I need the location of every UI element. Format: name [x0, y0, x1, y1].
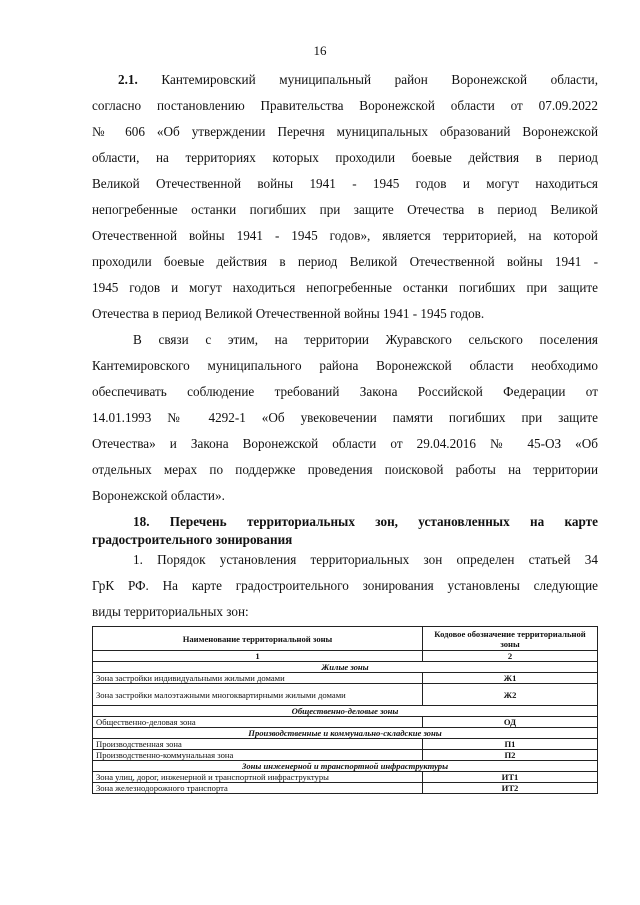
zone-name-cell: Зона улиц, дорог, инженерной и транспортной инфраструктуры	[93, 772, 423, 783]
paragraph-line: Великой Отечественной войны 1941 - 1945 годов и могут находиться	[92, 176, 598, 191]
zone-name-cell: Зона застройки индивидуальными жилыми домами	[93, 673, 423, 684]
zone-code-cell: Ж2	[423, 684, 598, 706]
column-number-cell: 1	[93, 651, 423, 662]
zone-name-cell: Зона железнодорожного транспорта	[93, 783, 423, 794]
zone-name-cell: Зона застройки малоэтажными многоквартирными жилыми домами	[93, 684, 423, 706]
zone-code-cell: ИТ1	[423, 772, 598, 783]
column-number-cell: 2	[423, 651, 598, 662]
zone-code-cell: ИТ2	[423, 783, 598, 794]
table-header-row	[93, 627, 598, 651]
header-code-cell: Кодовое обозначение территориальной зоны	[423, 627, 598, 651]
paragraph-line: 1945 годов и могут находиться непогребенные останки погибших при защите	[92, 280, 598, 295]
zone-code-cell: ОД	[423, 717, 598, 728]
table-group-row	[93, 761, 598, 772]
paragraph-line: согласно постановлению Правительства Воронежской области от 07.09.2022	[92, 98, 598, 113]
table-row	[93, 684, 598, 706]
paragraph-line: отдельных мерах по поддержке проведения поисковой работы на территории	[92, 462, 598, 477]
table-group-row	[93, 706, 598, 717]
heading-line: 18. Перечень территориальных зон, установленных на карте	[133, 514, 598, 529]
paragraph-line: № 606 «Об утверждении Перечня муниципальных образований Воронежской	[92, 124, 598, 139]
table-row	[93, 673, 598, 684]
paragraph-line: Воронежской области».	[92, 488, 225, 503]
paragraph-line: Отечества» и Закона Воронежской области от 29.04.2016 № 45-ОЗ «Об	[92, 436, 598, 451]
table-row	[93, 717, 598, 728]
paragraph-line: Отечества в период Великой Отечественной войны 1941 - 1945 годов.	[92, 306, 485, 321]
paragraph-line: ГрК РФ. На карте градостроительного зонирования установлены следующие	[92, 578, 598, 593]
table-column-number-row	[93, 651, 598, 662]
paragraph-line: 2.1. Кантемировский муниципальный район Воронежской области,	[118, 72, 598, 87]
table-row	[93, 783, 598, 794]
zone-name-cell: Производственно-коммунальная зона	[93, 750, 423, 761]
heading-line: градостроительного зонирования	[92, 532, 293, 547]
zone-code-cell: П1	[423, 739, 598, 750]
paragraph-line: области, на территориях которых проходили боевые действия в период	[92, 150, 598, 165]
group-title-cell: Производственные и коммунально-складские зоны	[93, 728, 598, 739]
header-name-cell: Наименование территориальной зоны	[93, 627, 423, 651]
paragraph-line: проходили боевые действия в период Великой Отечественной войны 1941 -	[92, 254, 598, 269]
paragraph-line: 1. Порядок установления территориальных зон определен статьей 34	[133, 552, 598, 567]
group-title-cell: Жилые зоны	[93, 662, 598, 673]
table-row	[93, 750, 598, 761]
zone-name-cell: Производственная зона	[93, 739, 423, 750]
group-title-cell: Общественно-деловые зоны	[93, 706, 598, 717]
zone-code-cell: П2	[423, 750, 598, 761]
paragraph-line: обеспечивать соблюдение требований Закона Российской Федерации от	[92, 384, 598, 399]
paragraph-line: В связи с этим, на территории Журавского сельского поселения	[133, 332, 598, 347]
table-group-row	[93, 662, 598, 673]
paragraph-line: Отечественной войны 1941 - 1945 годов», является территорией, на которой	[92, 228, 598, 243]
paragraph-line: непогребенные останки погибших при защите Отечества в период Великой	[92, 202, 598, 217]
zone-name-cell: Общественно-деловая зона	[93, 717, 423, 728]
paragraph-line: виды территориальных зон:	[92, 604, 249, 619]
table-row	[93, 739, 598, 750]
paragraph-line: 14.01.1993 № 4292-1 «Об увековечении памяти погибших при защите	[92, 410, 598, 425]
zones-table	[92, 626, 598, 794]
table-group-row	[93, 728, 598, 739]
paragraph-line: Кантемировского муниципального района Воронежской области необходимо	[92, 358, 598, 373]
table-row	[93, 772, 598, 783]
group-title-cell: Зоны инженерной и транспортной инфраструктуры	[93, 761, 598, 772]
page-number: 16	[313, 43, 327, 58]
zone-code-cell: Ж1	[423, 673, 598, 684]
